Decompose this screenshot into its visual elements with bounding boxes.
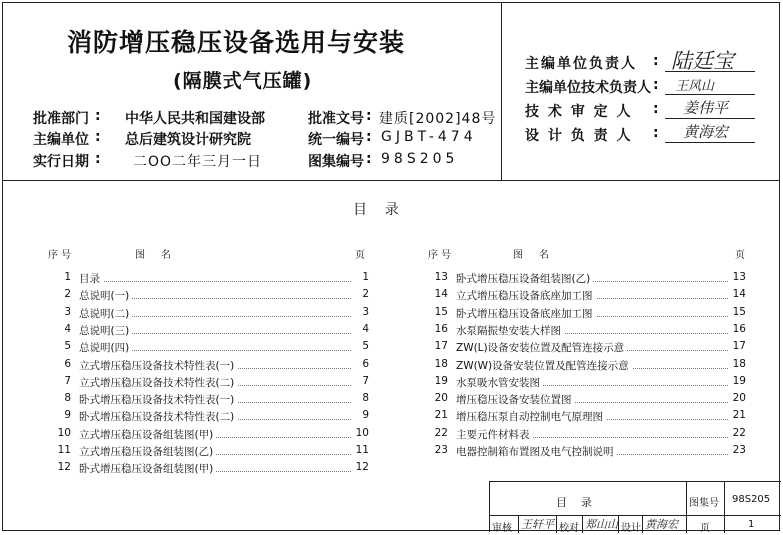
toc-row-page: 15 bbox=[730, 306, 746, 318]
toc-row-page: 18 bbox=[730, 358, 746, 370]
toc-row-title: 目录 bbox=[79, 271, 103, 286]
toc-row-number: 6 bbox=[64, 357, 71, 370]
toc-row-title: 卧式增压稳压设备组装图(甲) bbox=[79, 461, 216, 476]
toc-row-title: 立式增压稳压设备技术特性表(一) bbox=[79, 358, 237, 373]
effective-date-value: 二OO二年三月一日 bbox=[133, 154, 263, 170]
toc-row-page: 20 bbox=[730, 392, 746, 404]
toc-row-title: 主要元件材料表 bbox=[456, 427, 533, 442]
toc-row bbox=[428, 288, 746, 305]
effective-date-label: 实行日期 bbox=[33, 154, 89, 170]
toc-row-title: 立式增压稳压设备组装图(乙) bbox=[79, 444, 216, 459]
technical-approver-label: 技 术 审 定 人 bbox=[525, 104, 633, 120]
unified-no-label: 统一编号 bbox=[308, 132, 364, 148]
toc-row-page: 22 bbox=[730, 427, 746, 439]
toc-row-number: 2 bbox=[64, 288, 71, 301]
page-subtitle: (隔膜式气压罐) bbox=[173, 70, 313, 92]
approval-no-value: 建质[2002]48号 bbox=[379, 111, 497, 127]
toc-row-page: 4 bbox=[353, 323, 369, 335]
approval-dept-label: 批准部门 bbox=[33, 111, 89, 127]
toc-row-page: 5 bbox=[353, 340, 369, 352]
toc-row-title: 总说明(三) bbox=[79, 323, 132, 338]
toc-row bbox=[428, 392, 746, 409]
toc-row-title: 电器控制箱布置图及电气控制说明 bbox=[456, 444, 617, 459]
toc-row-number: 4 bbox=[64, 322, 71, 335]
toc-row-number: 23 bbox=[434, 444, 448, 456]
toc-row bbox=[428, 323, 746, 340]
review-signature: 王轩平 bbox=[521, 518, 554, 531]
toc-row bbox=[428, 271, 746, 288]
page-label: 页 bbox=[700, 523, 710, 534]
toc-row-number: 9 bbox=[64, 409, 71, 422]
colon: : bbox=[653, 77, 659, 93]
title-block-divider bbox=[618, 515, 619, 533]
toc-row-number: 3 bbox=[64, 305, 71, 318]
design-lead-label: 设 计 负 责 人 bbox=[525, 128, 633, 144]
toc-row bbox=[428, 444, 746, 461]
atlas-no-value: 98S205 bbox=[381, 151, 459, 167]
toc-row-title: 立式增压稳压设备技术特性表(二) bbox=[79, 375, 237, 390]
toc-row bbox=[428, 427, 746, 444]
colon: : bbox=[653, 53, 659, 69]
title-block-divider bbox=[518, 515, 519, 533]
signature-line bbox=[665, 118, 755, 119]
toc-row-page: 13 bbox=[730, 271, 746, 283]
toc-row bbox=[428, 358, 746, 375]
toc-row bbox=[51, 392, 369, 409]
tech-head-label: 主编单位技术负责人 bbox=[525, 80, 651, 96]
toc-row-title: 立式增压稳压设备底座加工图 bbox=[456, 288, 596, 303]
review-label: 审核 bbox=[492, 523, 512, 534]
header-divider-vertical bbox=[501, 3, 502, 180]
toc-row bbox=[51, 409, 369, 426]
toc-row-page: 8 bbox=[353, 392, 369, 404]
colon: : bbox=[366, 151, 372, 167]
toc-row-number: 17 bbox=[434, 340, 448, 353]
colon: : bbox=[653, 125, 659, 141]
approval-dept-value: 中华人民共和国建设部 bbox=[125, 111, 265, 127]
toc-row-page: 17 bbox=[730, 340, 746, 352]
col-name-header: 图 名 bbox=[513, 250, 549, 261]
title-block-divider bbox=[556, 515, 557, 533]
toc-row-page: 1 bbox=[353, 271, 369, 283]
toc-row-number: 13 bbox=[434, 271, 448, 283]
toc-row bbox=[51, 340, 369, 357]
technical-approver-signature: 姜伟平 bbox=[683, 99, 729, 117]
title-block bbox=[489, 481, 781, 532]
col-seq-header: 序 号 bbox=[428, 250, 452, 261]
toc-row-number: 1 bbox=[64, 271, 71, 283]
toc-row-page: 19 bbox=[730, 375, 746, 387]
toc-row-title: ZW(W)设备安装位置及配管连接示意 bbox=[456, 358, 632, 373]
colon: : bbox=[366, 108, 372, 124]
toc-row-number: 10 bbox=[57, 426, 71, 439]
proof-label: 校对 bbox=[559, 523, 579, 534]
editor-unit-label: 主编单位 bbox=[33, 132, 89, 148]
signature-line bbox=[665, 142, 755, 143]
title-block-divider bbox=[724, 482, 725, 533]
toc-row-title: 卧式增压稳压设备技术特性表(二) bbox=[79, 409, 237, 424]
toc-row-number: 16 bbox=[434, 322, 448, 335]
toc-row-page: 9 bbox=[353, 409, 369, 421]
toc-row bbox=[428, 375, 746, 392]
col-page-header: 页 bbox=[355, 250, 365, 261]
toc-row-title: 增压稳压泵自动控制电气原理图 bbox=[456, 409, 606, 424]
chief-editor-signature: 陆廷宝 bbox=[671, 49, 734, 73]
toc-row bbox=[428, 306, 746, 323]
signature-line bbox=[665, 94, 755, 95]
design-lead-signature: 黄海宏 bbox=[683, 123, 729, 141]
toc-row-page: 6 bbox=[353, 358, 369, 370]
tech-head-signature: 王风山 bbox=[675, 79, 715, 94]
toc-row bbox=[51, 375, 369, 392]
toc-row-page: 12 bbox=[353, 461, 369, 473]
toc-row-number: 8 bbox=[64, 392, 71, 405]
toc-row-number: 21 bbox=[434, 409, 448, 422]
atlas-no-label: 图集编号 bbox=[308, 154, 364, 170]
toc-row-number: 11 bbox=[57, 444, 71, 456]
toc-row-page: 10 bbox=[353, 427, 369, 439]
toc-row bbox=[51, 306, 369, 323]
col-seq-header: 序 号 bbox=[48, 250, 72, 261]
toc-row bbox=[428, 340, 746, 357]
toc-row-number: 18 bbox=[434, 357, 448, 370]
toc-row bbox=[51, 461, 369, 478]
toc-row-title: 水泵隔振垫安装大样图 bbox=[456, 323, 564, 338]
design-signature: 黄海宏 bbox=[645, 518, 678, 531]
unified-no-value: GJBT-474 bbox=[381, 129, 477, 145]
toc-row-title: 立式增压稳压设备组装图(甲) bbox=[79, 427, 216, 442]
toc-row bbox=[51, 288, 369, 305]
toc-row-page: 21 bbox=[730, 409, 746, 421]
title-block-divider bbox=[642, 515, 643, 533]
toc-title: 目 录 bbox=[353, 202, 399, 218]
toc-row-title: 卧式增压稳压设备组装图(乙) bbox=[456, 271, 593, 286]
toc-row-title: 总说明(一) bbox=[79, 288, 132, 303]
header-divider bbox=[3, 180, 779, 181]
proof-signature: 郑山山 bbox=[585, 518, 618, 531]
colon: : bbox=[653, 101, 659, 117]
toc-row bbox=[51, 323, 369, 340]
toc-row-number: 14 bbox=[434, 288, 448, 301]
atlas-no-value: 98S205 bbox=[732, 494, 771, 505]
page-number: 1 bbox=[748, 519, 755, 530]
toc-row bbox=[51, 271, 369, 288]
colon: : bbox=[95, 108, 101, 124]
approval-no-label: 批准文号 bbox=[308, 111, 364, 127]
col-name-header: 图 名 bbox=[135, 250, 171, 261]
toc-row-page: 3 bbox=[353, 306, 369, 318]
title-block-divider bbox=[582, 515, 583, 533]
title-block-name: 目 录 bbox=[556, 496, 592, 509]
toc-row-number: 5 bbox=[64, 340, 71, 353]
toc-row-page: 2 bbox=[353, 288, 369, 300]
toc-row bbox=[428, 409, 746, 426]
title-block-divider bbox=[686, 482, 687, 533]
col-page-header: 页 bbox=[735, 250, 745, 261]
toc-row bbox=[51, 358, 369, 375]
toc-row-title: 卧式增压稳压设备底座加工图 bbox=[456, 306, 596, 321]
toc-row-title: 卧式增压稳压设备技术特性表(一) bbox=[79, 392, 237, 407]
editor-unit-value: 总后建筑设计研究院 bbox=[125, 132, 251, 148]
signature-line bbox=[665, 71, 755, 72]
toc-row-title: 增压稳压设备安装位置图 bbox=[456, 392, 575, 407]
toc-row bbox=[51, 427, 369, 444]
toc-row-number: 22 bbox=[434, 426, 448, 439]
atlas-no-label: 图集号 bbox=[689, 498, 719, 509]
toc-row-number: 19 bbox=[434, 374, 448, 387]
toc-row-number: 15 bbox=[434, 305, 448, 318]
toc-row-title: 总说明(四) bbox=[79, 340, 132, 355]
toc-row-title: 水泵吸水管安装图 bbox=[456, 375, 543, 390]
colon: : bbox=[366, 129, 372, 145]
drawing-sheet bbox=[2, 2, 780, 534]
toc-row-number: 12 bbox=[57, 461, 71, 474]
toc-row-page: 11 bbox=[353, 444, 369, 456]
toc-leader-dots bbox=[91, 281, 351, 282]
colon: : bbox=[95, 151, 101, 167]
toc-row-number: 20 bbox=[434, 392, 448, 405]
toc-row-page: 16 bbox=[730, 323, 746, 335]
toc-row-page: 14 bbox=[730, 288, 746, 300]
toc-row-page: 23 bbox=[730, 444, 746, 456]
design-label: 设计 bbox=[621, 523, 641, 534]
toc-row-number: 7 bbox=[64, 374, 71, 387]
chief-editor-label: 主编单位负责人 bbox=[525, 56, 637, 72]
toc-row-title: 总说明(二) bbox=[79, 306, 132, 321]
toc-row-page: 7 bbox=[353, 375, 369, 387]
toc-row-title: ZW(L)设备安装位置及配管连接示意 bbox=[456, 340, 627, 355]
toc-row bbox=[51, 444, 369, 461]
colon: : bbox=[95, 129, 101, 145]
page-title: 消防增压稳压设备选用与安装 bbox=[67, 28, 406, 57]
